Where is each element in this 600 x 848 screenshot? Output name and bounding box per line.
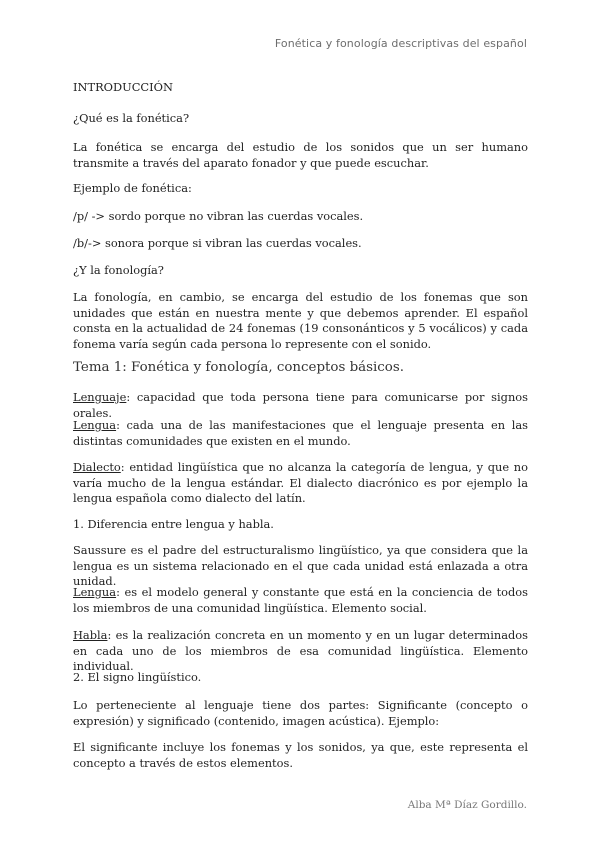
text-habla: : es la realización concreta en un momento y en un lugar determinados en cada uno de los miembros de esa comunidad lingüística. Elemento individual.: [73, 628, 528, 673]
definition-lengua-2: [73, 585, 528, 616]
term-lengua-2: Lengua: [73, 585, 117, 599]
example-p: /p/ -> sordo porque no vibran las cuerdas vocales.: [73, 209, 364, 223]
section-heading-1: 1. Diferencia entre lengua y habla.: [73, 517, 274, 531]
text-lengua-2: : es el modelo general y constante que está en la conciencia de todos los miembros de una comunidad lingüística. Elemento social.: [73, 585, 528, 615]
term-habla: Habla: [73, 628, 108, 642]
fonetica-example-heading: Ejemplo de fonética:: [73, 181, 192, 195]
text-lengua: : cada una de las manifestaciones que el lenguaje presenta en las distintas comunidades que existen en el mundo.: [73, 418, 528, 448]
term-dialecto: Dialecto: [73, 460, 121, 474]
definition-lengua: [73, 418, 528, 449]
text-lenguaje: : capacidad que toda persona tiene para comunicarse por signos orales.: [73, 390, 528, 420]
intro-title: INTRODUCCIÓN: [73, 80, 173, 94]
running-header: Fonética y fonología descriptivas del español: [274, 37, 527, 50]
fonetica-definition: La fonética se encarga del estudio de los sonidos que un ser humano transmite a través del aparato fonador y que puede escuchar.: [73, 140, 528, 170]
section-heading-2: 2. El signo lingüístico.: [73, 670, 202, 684]
section-title-tema1: Tema 1: Fonética y fonología, conceptos básicos.: [73, 360, 404, 375]
question-fonetica: ¿Qué es la fonética?: [73, 111, 190, 125]
definition-lenguaje: [73, 390, 528, 421]
example-b: /b/-> sonora porque si vibran las cuerdas vocales.: [73, 236, 362, 250]
saussure-paragraph: Saussure es el padre del estructuralismo lingüístico, ya que considera que la lengua es un sistema relacionado en el que cada unidad está enlazada a otra unidad.: [73, 543, 528, 588]
definition-dialecto: [73, 460, 528, 507]
term-lenguaje: Lenguaje: [73, 390, 127, 404]
text-dialecto: : entidad lingüística que no alcanza la categoría de lengua, y que no varía mucho de la lengua estándar. El dialecto diacrónico es por ejemplo la lengua española como dialecto del latín.: [73, 460, 528, 505]
significante-paragraph: El significante incluye los fonemas y los sonidos, ya que, este representa el concepto a través de estos elementos.: [73, 740, 528, 770]
author-footer: Alba Mª Díaz Gordillo.: [407, 799, 527, 811]
question-fonologia: ¿Y la fonología?: [73, 263, 164, 277]
term-lengua: Lengua: [73, 418, 117, 432]
fonologia-definition: La fonología, en cambio, se encarga del estudio de los fonemas que son unidades que están en nuestra mente y que debemos aprender. El español consta en la actualidad de 24 fonemas (19 consonánticos y 5 vocálicos) y cada fonema varía según cada persona lo represente con el sonido.: [73, 290, 528, 351]
signo-paragraph: Lo perteneciente al lenguaje tiene dos partes: Significante (concepto o expresión) y significado (contenido, imagen acústica). Ejemplo:: [73, 698, 528, 728]
definition-habla: [73, 628, 528, 675]
